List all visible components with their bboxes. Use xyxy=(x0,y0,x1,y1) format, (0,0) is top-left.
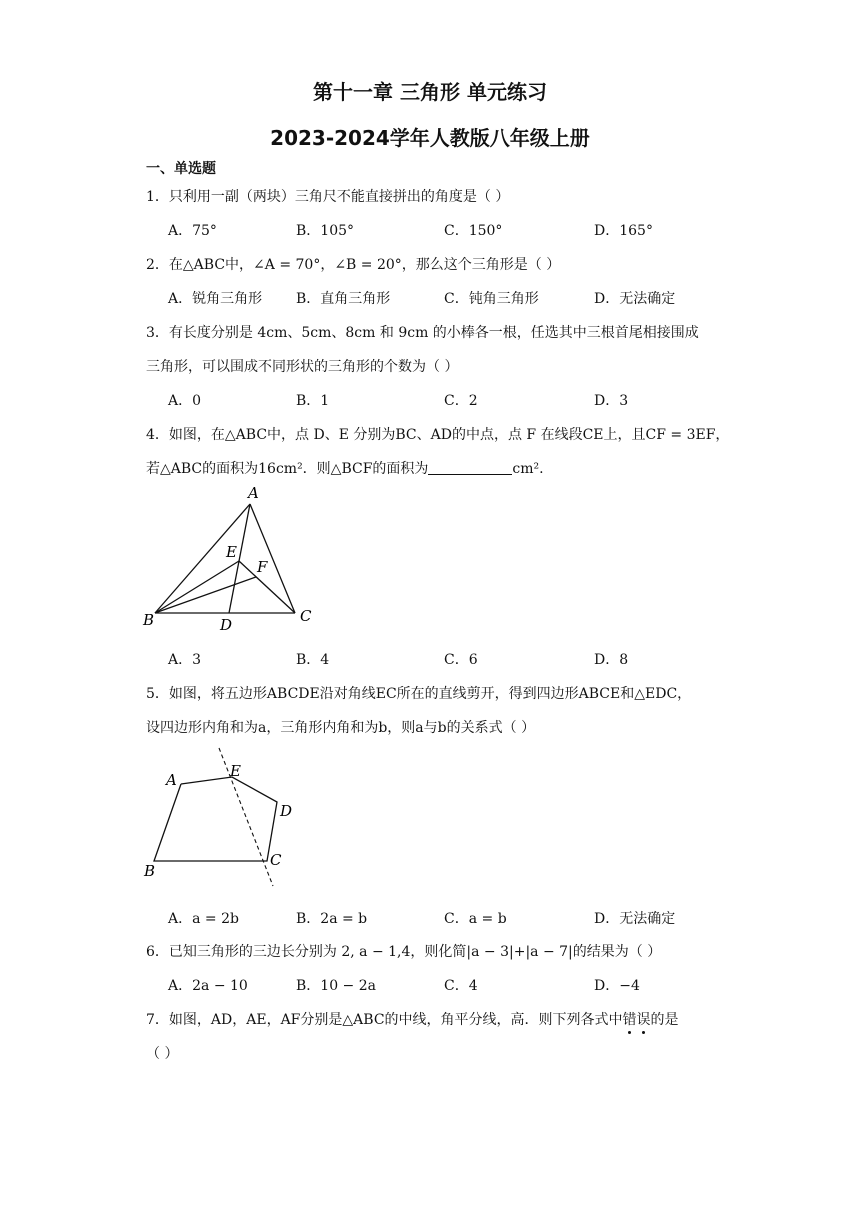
q4-unit: cm². xyxy=(512,461,544,477)
label-a: A xyxy=(248,484,259,502)
q1-option-b: B．105° xyxy=(296,223,355,239)
q4-option-c: C．6 xyxy=(444,652,478,668)
q3-option-d: D．3 xyxy=(594,393,629,409)
page-subtitle: 2023-2024学年人教版八年级上册 xyxy=(270,126,590,150)
label-b: B xyxy=(144,862,156,880)
question-1-stem: 1．只利用一副（两块）三角尺不能直接拼出的角度是（ ） xyxy=(146,189,510,205)
q5-option-b: B．2a = b xyxy=(296,911,368,927)
label-c: C xyxy=(300,607,312,625)
page-title: 第十一章 三角形 单元练习 xyxy=(313,80,547,104)
q5-option-a: A．a = 2b xyxy=(168,911,239,927)
q4-option-a: A．3 xyxy=(168,652,202,668)
q6-option-a: A．2a − 10 xyxy=(168,978,248,994)
emphasis-word xyxy=(623,1012,651,1028)
question-5-stem-line1: 5．如图，将五边形ABCDE沿对角线EC所在的直线剪开，得到四边形ABCE和△EDC， xyxy=(146,686,692,702)
question-7-stem-line2: （ ） xyxy=(146,1046,179,1062)
label-f: F xyxy=(257,558,268,576)
q7-stem-text: 7．如图，AD，AE，AF分别是△ABC的中线，角平分线，高．则下列各式中 xyxy=(146,1012,623,1028)
label-d: D xyxy=(280,802,293,820)
q3-option-a: A．0 xyxy=(168,393,202,409)
question-4-stem-line1: 4．如图，在△ABC中，点 D、E 分别为BC、AD的中点，点 F 在线段CE上，且CF = 3EF， xyxy=(146,427,730,443)
q2-option-b: B．直角三角形 xyxy=(296,291,391,307)
q3-option-c: C．2 xyxy=(444,393,478,409)
q4-triangle-figure xyxy=(140,482,330,634)
label-a: A xyxy=(166,771,177,789)
q2-option-d: D．无法确定 xyxy=(594,291,676,307)
q4-option-b: B．4 xyxy=(296,652,330,668)
emphasis-dot xyxy=(628,1031,631,1034)
q3-option-b: B．1 xyxy=(296,393,330,409)
q6-option-b: B．10 − 2a xyxy=(296,978,376,994)
q5-option-c: C．a = b xyxy=(444,911,507,927)
q1-option-d: D．165° xyxy=(594,223,653,239)
q4-option-d: D．8 xyxy=(594,652,629,668)
section-heading: 一、单选题 xyxy=(146,161,216,177)
emphasis-dot xyxy=(642,1031,645,1034)
q2-option-c: C．钝角三角形 xyxy=(444,291,539,307)
q5-option-d: D．无法确定 xyxy=(594,911,676,927)
question-7-stem-line1 xyxy=(146,1009,679,1029)
label-b: B xyxy=(143,611,155,629)
question-5-stem-line2: 设四边形内角和为a，三角形内角和为b，则a与b的关系式（ ） xyxy=(146,720,536,736)
question-6-stem: 6．已知三角形的三边长分别为 2, a − 1,4，则化简|a − 3|+|a − 7|的结果为（ ） xyxy=(146,944,662,960)
label-e: E xyxy=(230,762,241,780)
label-c: C xyxy=(270,851,282,869)
question-3-stem-line2: 三角形，可以围成不同形状的三角形的个数为（ ） xyxy=(146,359,459,375)
emphasis-text: 错误 xyxy=(622,1012,651,1028)
label-d: D xyxy=(220,616,233,634)
q6-option-c: C．4 xyxy=(444,978,478,994)
q5-pentagon-figure xyxy=(140,744,320,888)
q2-option-a: A．锐角三角形 xyxy=(168,291,263,307)
question-4-stem-line2 xyxy=(146,458,544,478)
q1-option-c: C．150° xyxy=(444,223,503,239)
q6-option-d: D．−4 xyxy=(594,978,640,994)
label-e: E xyxy=(226,543,237,561)
q1-option-a: A．75° xyxy=(168,223,217,239)
q4-stem-text: 若△ABC的面积为16cm²．则△BCF的面积为 xyxy=(146,461,429,477)
answer-blank xyxy=(428,460,512,475)
question-3-stem-line1: 3．有长度分别是 4cm、5cm、8cm 和 9cm 的小棒各一根，任选其中三根首尾相接围成 xyxy=(146,325,699,341)
question-2-stem: 2．在△ABC中，∠A = 70°，∠B = 20°，那么这个三角形是（ ） xyxy=(146,257,561,273)
q7-stem-tail: 的是 xyxy=(650,1012,679,1028)
